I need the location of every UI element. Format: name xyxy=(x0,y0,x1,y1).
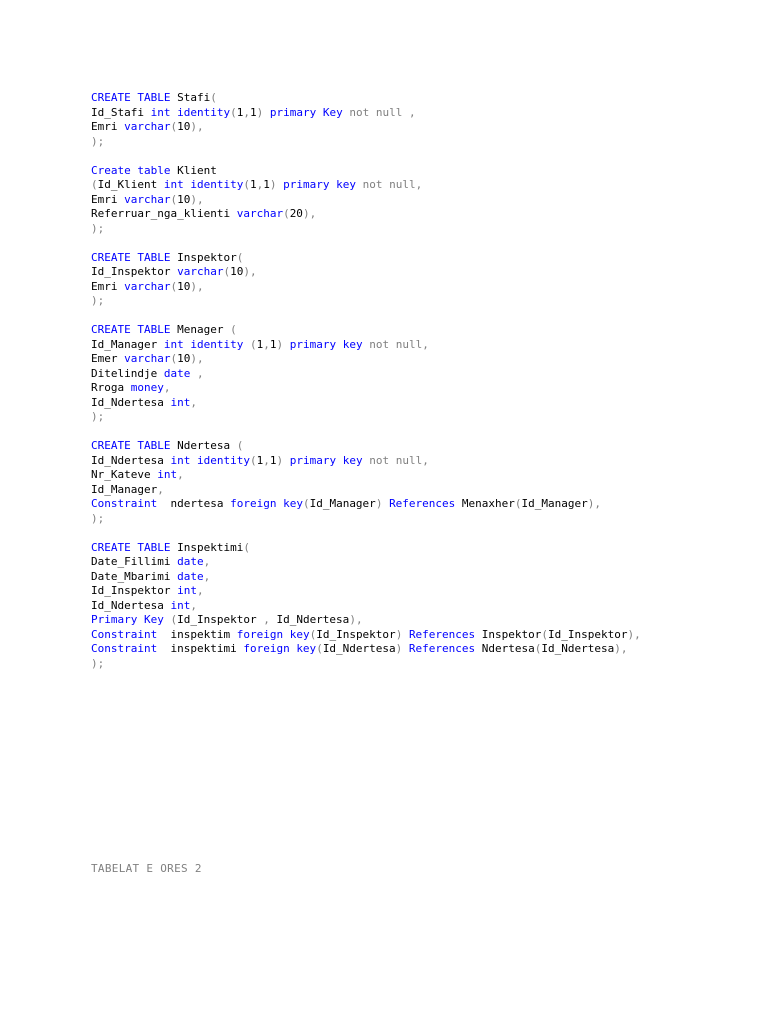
sql-identifier xyxy=(402,642,409,655)
sql-identifier xyxy=(402,106,409,119)
sql-keyword: Key xyxy=(143,613,164,626)
code-line xyxy=(91,599,641,614)
sql-identifier: Nr_Kateve xyxy=(91,468,158,481)
sql-punctuation: , xyxy=(157,482,164,496)
sql-keyword: primary xyxy=(289,337,337,351)
sql-punctuation: ( xyxy=(249,453,257,467)
code-line xyxy=(91,512,641,527)
sql-keyword: identity xyxy=(190,337,244,351)
sql-punctuation: ( xyxy=(170,279,178,293)
sql-punctuation: ) xyxy=(276,337,284,351)
code-line xyxy=(91,294,641,309)
sql-punctuation: ( xyxy=(249,337,257,351)
code-line xyxy=(91,367,641,382)
sql-identifier: Ndertesa xyxy=(475,642,535,655)
sql-identifier: Id_Inspektor xyxy=(91,584,178,597)
sql-identifier: Id_Inspektor xyxy=(91,265,178,278)
sql-keyword: varchar xyxy=(124,352,171,365)
sql-identifier: 20 xyxy=(289,207,303,220)
code-line xyxy=(91,178,641,193)
sql-keyword: identity xyxy=(190,178,244,191)
sql-punctuation: , xyxy=(196,352,204,365)
sql-keyword: Key xyxy=(322,105,343,119)
sql-identifier: 1 xyxy=(256,337,264,351)
sql-keyword: money xyxy=(130,381,164,394)
sql-identifier: Klient xyxy=(170,163,217,177)
sql-punctuation: ); xyxy=(91,511,105,525)
sql-keyword: References xyxy=(408,642,476,655)
sql-identifier: 1 xyxy=(249,105,257,119)
sql-punctuation: ) xyxy=(276,453,284,467)
code-line xyxy=(91,468,641,483)
sql-punctuation: ) xyxy=(614,642,621,655)
code-line xyxy=(91,628,641,643)
sql-punctuation: ( xyxy=(170,352,178,365)
sql-punctuation: ) xyxy=(302,207,310,220)
sql-keyword: TABLE xyxy=(137,439,171,452)
sql-punctuation: , xyxy=(422,453,429,467)
sql-punctuation: ( xyxy=(230,323,237,336)
sql-identifier: Menaxher xyxy=(455,497,515,510)
sql-punctuation: , xyxy=(594,497,602,510)
sql-keyword: int xyxy=(150,105,171,119)
sql-punctuation: null xyxy=(395,453,423,467)
sql-punctuation: , xyxy=(249,265,257,278)
sql-punctuation: , xyxy=(190,598,197,612)
sql-keyword: Primary xyxy=(91,613,138,626)
sql-identifier xyxy=(316,106,323,119)
sql-keyword: varchar xyxy=(124,120,171,133)
sql-keyword: References xyxy=(408,627,476,641)
sql-punctuation: , xyxy=(203,555,211,568)
sql-keyword: int xyxy=(163,178,184,191)
sql-keyword: int xyxy=(170,395,191,409)
sql-keyword: identity xyxy=(177,105,231,119)
sql-keyword: key xyxy=(342,453,363,467)
sql-keyword: key xyxy=(336,178,356,191)
sql-punctuation: ( xyxy=(170,192,178,206)
code-line xyxy=(91,642,641,657)
sql-punctuation: ( xyxy=(309,627,317,641)
sql-identifier: Stafi xyxy=(170,91,211,104)
code-line xyxy=(91,454,641,469)
sql-punctuation: ( xyxy=(91,178,98,191)
sql-identifier: 1 xyxy=(269,337,277,351)
code-line xyxy=(91,91,641,106)
code-line xyxy=(91,657,641,672)
sql-punctuation: , xyxy=(256,178,264,191)
sql-keyword: primary xyxy=(269,105,317,119)
page-footer: TABELAT E ORES 2 xyxy=(91,862,202,875)
sql-keyword: CREATE xyxy=(91,323,131,336)
sql-keyword: Constraint xyxy=(91,642,158,655)
sql-identifier: Id_Klient xyxy=(97,178,164,191)
sql-punctuation: ( xyxy=(243,540,250,554)
sql-identifier: Emer xyxy=(91,352,125,365)
code-line xyxy=(91,251,641,266)
sql-identifier: Emri xyxy=(91,192,125,206)
sql-identifier: Id_Ndertesa xyxy=(91,598,171,612)
sql-identifier: Referruar_nga_klienti xyxy=(91,207,237,220)
sql-identifier xyxy=(190,454,197,467)
sql-identifier: Inspektor xyxy=(475,627,542,641)
sql-punctuation: , xyxy=(415,178,423,191)
code-line xyxy=(91,265,641,280)
sql-keyword: foreign xyxy=(236,627,284,641)
sql-identifier: Id_Inspektor xyxy=(177,613,264,626)
code-line xyxy=(91,410,641,425)
sql-punctuation: , xyxy=(196,279,204,293)
code-line xyxy=(91,135,641,150)
sql-identifier xyxy=(389,454,396,467)
sql-punctuation: ) xyxy=(627,627,635,641)
sql-punctuation: ( xyxy=(541,627,549,641)
sql-punctuation: ); xyxy=(91,294,105,307)
code-line xyxy=(91,381,641,396)
sql-punctuation: null xyxy=(389,178,416,191)
sql-identifier: inspektimi xyxy=(157,642,244,655)
code-line xyxy=(91,120,641,135)
sql-punctuation: , xyxy=(196,120,204,133)
sql-punctuation: , xyxy=(620,642,628,655)
sql-punctuation: ( xyxy=(534,642,542,655)
sql-keyword: key xyxy=(296,642,317,655)
sql-keyword: varchar xyxy=(236,207,284,220)
sql-punctuation: , xyxy=(422,337,429,351)
sql-punctuation: not xyxy=(349,105,370,119)
sql-statement-block xyxy=(91,323,641,425)
sql-punctuation: ) xyxy=(243,265,250,278)
sql-punctuation: ( xyxy=(210,91,217,104)
sql-identifier xyxy=(243,338,250,351)
sql-keyword: int xyxy=(170,453,191,467)
sql-keyword: foreign xyxy=(230,497,277,510)
sql-keyword: date xyxy=(163,366,191,380)
sql-punctuation: ( xyxy=(170,613,178,626)
sql-punctuation: , xyxy=(263,337,270,351)
sql-identifier: Date_Fillimi xyxy=(91,555,178,568)
code-line xyxy=(91,338,641,353)
sql-punctuation: ( xyxy=(230,105,237,119)
sql-keyword: varchar xyxy=(177,265,224,278)
sql-identifier: 1 xyxy=(236,105,244,119)
sql-identifier: Id_Ndertesa xyxy=(91,453,171,467)
sql-punctuation: ); xyxy=(91,134,105,148)
sql-keyword: CREATE xyxy=(91,439,131,452)
sql-keyword: key xyxy=(289,627,310,641)
sql-keyword: TABLE xyxy=(137,540,171,554)
sql-keyword: Constraint xyxy=(91,497,158,510)
sql-identifier: Id_Stafi xyxy=(91,105,151,119)
sql-identifier: 10 xyxy=(230,265,244,278)
sql-punctuation: , xyxy=(634,627,641,641)
code-line xyxy=(91,352,641,367)
sql-keyword: date xyxy=(177,555,204,568)
sql-identifier: Ndertesa xyxy=(170,439,237,452)
sql-identifier: Inspektimi xyxy=(170,540,244,554)
sql-punctuation: ) xyxy=(190,352,197,365)
sql-identifier xyxy=(190,367,197,380)
sql-identifier xyxy=(263,106,270,119)
sql-punctuation: ( xyxy=(302,497,310,510)
code-line xyxy=(91,555,641,570)
sql-identifier xyxy=(389,338,396,351)
sql-punctuation: , xyxy=(190,395,197,409)
sql-punctuation: not xyxy=(369,337,390,351)
sql-punctuation: ) xyxy=(587,497,595,510)
sql-punctuation: ( xyxy=(223,265,231,278)
sql-identifier: 1 xyxy=(269,453,277,467)
sql-punctuation: , xyxy=(263,453,270,467)
sql-punctuation: not xyxy=(369,453,390,467)
sql-statement-block xyxy=(91,91,641,149)
sql-keyword: Constraint xyxy=(91,627,158,641)
sql-punctuation: , xyxy=(263,613,270,626)
sql-identifier: Rroga xyxy=(91,381,131,394)
sql-punctuation: ); xyxy=(91,410,105,423)
code-line xyxy=(91,439,641,454)
sql-punctuation: ) xyxy=(395,642,403,655)
sql-punctuation: , xyxy=(196,192,204,206)
sql-statement-block xyxy=(91,251,641,309)
sql-punctuation: ) xyxy=(269,178,277,191)
sql-keyword: CREATE xyxy=(91,540,131,554)
sql-keyword: int xyxy=(177,584,197,597)
sql-identifier: Emri xyxy=(91,279,125,293)
sql-punctuation: ) xyxy=(256,105,264,119)
code-line xyxy=(91,483,641,498)
sql-identifier: Inspektor xyxy=(170,250,237,264)
sql-keyword: varchar xyxy=(124,192,171,206)
sql-punctuation: ) xyxy=(190,192,197,206)
sql-identifier xyxy=(356,178,363,191)
sql-punctuation: ( xyxy=(170,120,178,133)
sql-keyword: primary xyxy=(289,453,337,467)
sql-punctuation: ( xyxy=(283,207,290,220)
sql-keyword: CREATE xyxy=(91,91,131,104)
sql-identifier: Menager xyxy=(170,323,231,336)
sql-identifier: Id_Manager xyxy=(91,337,164,351)
sql-identifier xyxy=(283,338,290,351)
sql-code-listing xyxy=(91,91,641,686)
code-line xyxy=(91,541,641,556)
sql-punctuation: ( xyxy=(236,250,244,264)
sql-identifier: Id_Ndertesa xyxy=(541,642,615,655)
sql-identifier: 10 xyxy=(177,192,191,206)
code-line xyxy=(91,207,641,222)
sql-keyword: Create xyxy=(91,163,131,177)
sql-identifier: 10 xyxy=(177,120,191,133)
sql-punctuation: , xyxy=(196,366,204,380)
sql-identifier: 1 xyxy=(256,453,264,467)
sql-punctuation: ( xyxy=(316,642,323,655)
sql-keyword: int xyxy=(163,337,184,351)
sql-punctuation: , xyxy=(243,105,250,119)
sql-identifier xyxy=(336,338,343,351)
code-line xyxy=(91,396,641,411)
sql-identifier xyxy=(283,628,290,641)
code-line xyxy=(91,106,641,121)
code-line xyxy=(91,570,641,585)
sql-punctuation: ( xyxy=(514,497,522,510)
sql-punctuation: null xyxy=(375,105,403,119)
sql-statement-block xyxy=(91,439,641,526)
sql-keyword: foreign xyxy=(243,642,290,655)
sql-identifier: inspektim xyxy=(157,627,237,641)
sql-identifier xyxy=(283,454,290,467)
sql-punctuation: ( xyxy=(236,439,244,452)
sql-identifier: ndertesa xyxy=(157,497,231,510)
code-line xyxy=(91,613,641,628)
sql-keyword: primary xyxy=(283,178,330,191)
sql-punctuation: ) xyxy=(190,279,197,293)
sql-statement-block xyxy=(91,541,641,672)
sql-identifier: 10 xyxy=(177,279,191,293)
sql-punctuation: ); xyxy=(91,221,105,235)
sql-punctuation: null xyxy=(395,337,423,351)
sql-keyword: int xyxy=(157,468,178,481)
sql-identifier xyxy=(137,613,144,626)
sql-keyword: TABLE xyxy=(137,323,171,336)
sql-punctuation: , xyxy=(196,584,204,597)
sql-punctuation: not xyxy=(362,178,383,191)
sql-identifier: Emri xyxy=(91,120,125,133)
sql-keyword: int xyxy=(170,598,191,612)
code-line xyxy=(91,497,641,512)
sql-keyword: References xyxy=(389,497,456,510)
sql-punctuation: , xyxy=(177,468,184,481)
sql-keyword: CREATE xyxy=(91,250,131,264)
sql-identifier: Id_Manager xyxy=(521,497,588,510)
sql-statement-block xyxy=(91,164,641,237)
code-line xyxy=(91,584,641,599)
sql-identifier: Id_Ndertesa xyxy=(91,395,171,409)
sql-punctuation: , xyxy=(355,613,363,626)
sql-punctuation: ) xyxy=(190,120,197,133)
sql-keyword: key xyxy=(342,337,363,351)
code-line xyxy=(91,280,641,295)
sql-punctuation: ) xyxy=(395,627,403,641)
sql-keyword: TABLE xyxy=(137,250,171,264)
sql-punctuation: ) xyxy=(375,497,383,510)
sql-punctuation: , xyxy=(163,381,171,394)
sql-punctuation: , xyxy=(203,569,211,583)
sql-punctuation: , xyxy=(408,105,416,119)
sql-punctuation: , xyxy=(309,207,317,220)
code-line xyxy=(91,164,641,179)
sql-keyword: table xyxy=(137,163,171,177)
sql-keyword: TABLE xyxy=(137,91,171,104)
sql-identifier: Id_Manager xyxy=(309,497,376,510)
sql-identifier: 10 xyxy=(177,352,191,365)
sql-identifier xyxy=(336,454,343,467)
sql-identifier xyxy=(402,628,409,641)
sql-punctuation: ) xyxy=(349,613,356,626)
sql-identifier: Id_Inspektor xyxy=(316,627,396,641)
sql-keyword: varchar xyxy=(124,279,171,293)
sql-punctuation: ); xyxy=(91,656,105,670)
sql-identifier: Id_Manager xyxy=(91,482,158,496)
sql-keyword: key xyxy=(283,497,303,510)
code-line xyxy=(91,323,641,338)
sql-identifier: Ditelindje xyxy=(91,366,164,380)
sql-identifier: Date_Mbarimi xyxy=(91,569,178,583)
sql-identifier: Id_Ndertesa xyxy=(269,613,350,626)
sql-identifier xyxy=(369,106,376,119)
sql-punctuation: ( xyxy=(243,178,250,191)
sql-keyword: identity xyxy=(196,453,250,467)
code-line xyxy=(91,222,641,237)
sql-identifier: 1 xyxy=(263,178,270,191)
sql-keyword: date xyxy=(177,569,204,583)
sql-identifier: Id_Inspektor xyxy=(548,627,628,641)
code-line xyxy=(91,193,641,208)
sql-identifier: Id_Ndertesa xyxy=(322,642,396,655)
sql-identifier: 1 xyxy=(249,178,257,191)
